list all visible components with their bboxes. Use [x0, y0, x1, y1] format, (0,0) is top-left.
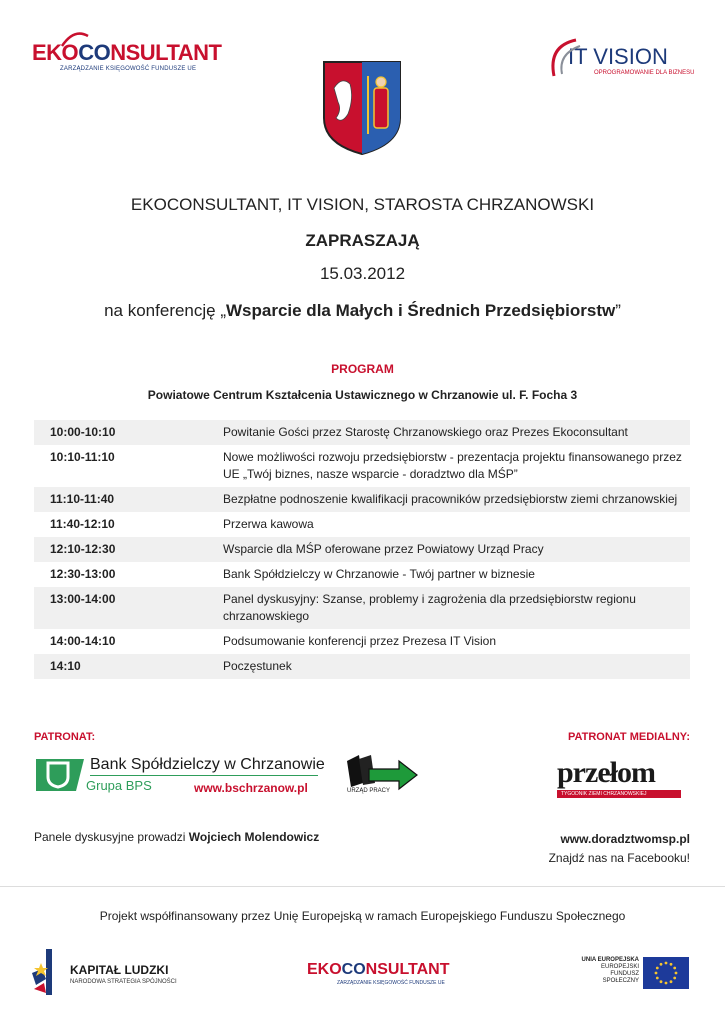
program-table	[34, 420, 690, 679]
arrow-icon	[345, 753, 419, 793]
row-desc: Podsumowanie konferencji przez Prezesa IT Vision	[223, 634, 497, 648]
up-label: URZĄD PRACY	[347, 788, 391, 794]
media-patronat-label: PATRONAT MEDIALNY:	[567, 731, 690, 743]
table-row	[34, 587, 690, 629]
row-time: 13:00-14:00	[50, 592, 116, 606]
footer-logo-b: CO	[341, 961, 366, 978]
bank-logo	[36, 755, 325, 795]
row-desc: Bank Spółdzielczy w Chrzanowie - Twój partner w biznesie	[223, 567, 535, 581]
swoosh-icon	[60, 30, 90, 48]
row-time: 14:00-14:10	[50, 634, 116, 648]
table-row	[34, 562, 690, 587]
ue-line1: EUROPEJSKI	[600, 964, 639, 970]
kapital-ludzki-logo	[32, 949, 177, 1000]
ue-title: UNIA EUROPEJSKA	[581, 957, 639, 963]
table-row	[34, 420, 690, 445]
bank-shield-icon	[36, 755, 84, 793]
bank-name: Bank Spółdzielczy w Chrzanowie	[90, 756, 325, 773]
row-time: 12:30-13:00	[50, 567, 116, 581]
row-desc: Poczęstunek	[223, 659, 292, 673]
footer-logo-a: EKO	[307, 961, 342, 978]
kl-title: KAPITAŁ LUDZKI	[70, 963, 169, 977]
bank-url: www.bschrzanow.pl	[194, 781, 308, 795]
conf-title: Wsparcie dla Małych i Średnich Przedsiębiorstw	[226, 301, 616, 320]
conference-title	[0, 301, 725, 321]
row-time: 12:10-12:30	[50, 542, 116, 556]
footer-logo-c: NSULTANT	[365, 961, 450, 978]
table-row	[34, 487, 690, 512]
kl-subtitle: NARODOWA STRATEGIA SPÓJNOŚCI	[70, 979, 177, 985]
venue: Powiatowe Centrum Kształcenia Ustawicznego w Chrzanowie ul. F. Focha 3	[147, 388, 578, 402]
przelom-logo	[557, 758, 681, 798]
row-desc: Przerwa kawowa	[223, 517, 314, 531]
ekoconsultant-footer-logo	[307, 962, 450, 986]
moderator-prefix: Panele dyskusyjne prowadzi	[34, 830, 189, 844]
table-row	[34, 512, 690, 537]
table-row	[34, 629, 690, 654]
urzad-pracy-logo	[345, 753, 419, 798]
conf-prefix: na konferencję „	[104, 301, 226, 320]
table-row	[34, 654, 690, 679]
coat-of-arms	[320, 58, 404, 161]
contact-block	[549, 830, 690, 868]
row-desc: Panel dyskusyjny: Szanse, problemy i zagrożenia dla przedsiębiorstw regionu chrzanowskiego	[223, 592, 636, 623]
logo-tagline: ZARZĄDZANIE KSIĘGOWOŚĆ FUNDUSZE UE	[60, 66, 197, 72]
row-time: 10:10-11:10	[50, 450, 115, 464]
logo-text-b: CO	[78, 40, 111, 65]
ue-line2: FUNDUSZ SPOŁECZNY	[602, 971, 639, 984]
eu-flag-icon	[643, 957, 689, 989]
organizers-heading: EKOCONSULTANT, IT VISION, STAROSTA CHRZANOWSKI	[130, 195, 595, 214]
moderator-line	[34, 830, 319, 844]
it-vision-logo	[548, 36, 694, 76]
row-desc: Bezpłatne podnoszenie kwalifikacji pracowników przedsiębiorstw ziemi chrzanowskiej	[223, 492, 678, 506]
row-time: 11:10-11:40	[50, 492, 115, 506]
conf-suffix: ”	[615, 301, 621, 320]
media-name: przełom	[557, 756, 655, 789]
row-time: 10:00-10:10	[50, 425, 116, 439]
media-tagline: TYGODNIK ZIEMI CHRZANOWSKIEJ	[557, 790, 681, 798]
logo-text-c: NSULTANT	[110, 40, 222, 65]
row-desc: Wsparcie dla MŚP oferowane przez Powiatowy Urząd Pracy	[223, 542, 544, 556]
row-desc: Powitanie Gości przez Starostę Chrzanowskiego oraz Prezes Ekoconsultant	[223, 425, 628, 439]
invite-verb: ZAPRASZAJĄ	[305, 231, 420, 250]
row-time: 11:40-12:10	[50, 517, 115, 531]
cofunding-note: Projekt współfinansowany przez Unię Europejską w ramach Europejskiego Funduszu Społecznego	[99, 909, 626, 923]
arc-icon	[546, 36, 586, 80]
facebook-text: Znajdź nas na Facebooku!	[548, 851, 690, 865]
footer-logo-tagline: ZARZĄDZANIE KSIĘGOWOŚĆ FUNDUSZE UE	[337, 980, 445, 986]
divider	[0, 886, 725, 887]
event-date: 15.03.2012	[319, 264, 406, 283]
logo-text-a: EKO	[32, 40, 79, 65]
bank-group: Grupa BPS	[86, 778, 152, 793]
patronat-label: PATRONAT:	[34, 731, 96, 743]
table-row	[34, 537, 690, 562]
program-heading: PROGRAM	[331, 362, 394, 376]
row-desc: Nowe możliwości rozwoju przedsiębiorstw - prezentacja projektu finansowanego przez UE „Twój biznes, nasze wsparcie - doradztwo dla MŚP”	[223, 450, 682, 481]
ue-text	[575, 957, 639, 985]
ekoconsultant-logo	[32, 42, 221, 72]
table-row	[34, 445, 690, 487]
it-vision-tagline: OPROGRAMOWANIE DLA BIZNESU	[594, 70, 695, 76]
moderator-name: Wojciech Molendowicz	[188, 830, 320, 844]
row-time: 14:10	[50, 659, 81, 673]
kl-star-icon	[32, 949, 62, 995]
website-link[interactable]: www.doradztwomsp.pl	[560, 832, 690, 846]
it-vision-text: IT VISION	[568, 44, 668, 69]
